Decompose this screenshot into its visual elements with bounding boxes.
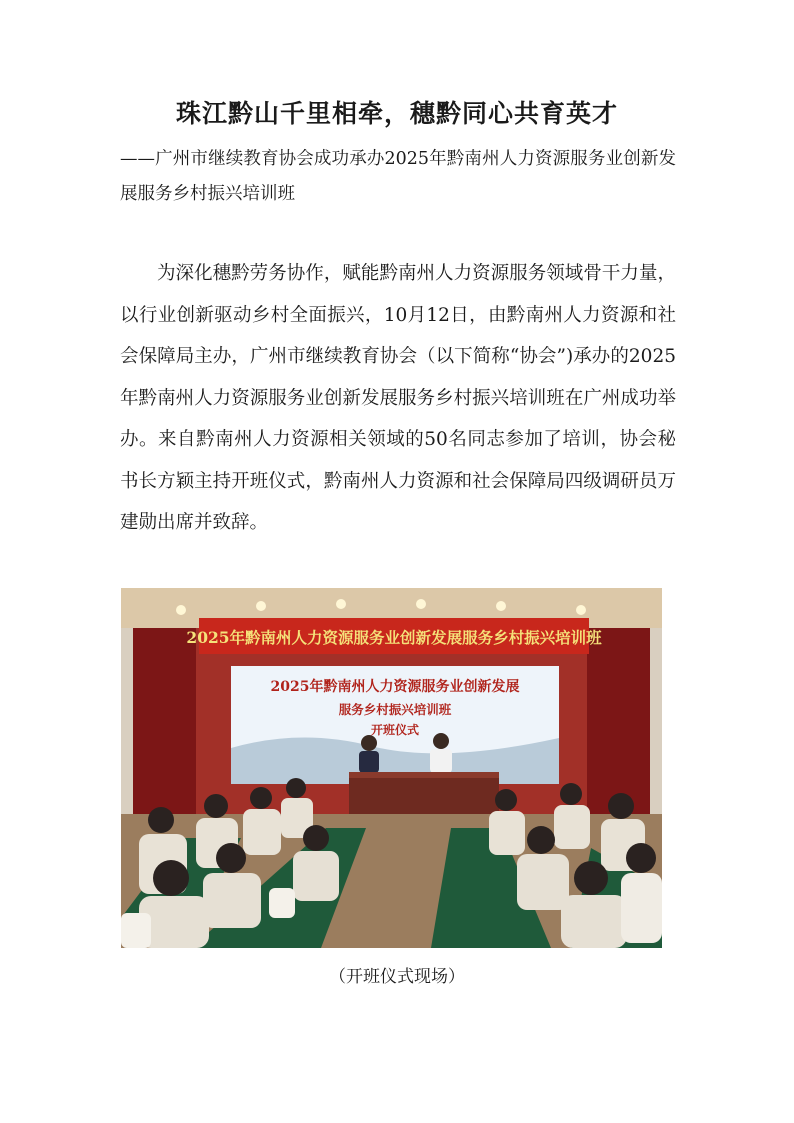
screen-line-3: 开班仪式 bbox=[370, 723, 420, 737]
body-paragraph: 为深化穗黔劳务协作，赋能黔南州人力资源服务领域骨干力量，以行业创新驱动乡村全面振兴，10月12日，由黔南州人力资源和社会保障局主办，广州市继续教育协会（以下简称“协会”)承办的2025年黔南州人力资源服务业创新发展服务乡村振兴培训班在广州成功举办。来自黔南州人力资源相关领域的50名同志参加了培训，协会秘书长方颖主持开班仪式，黔南州人力资源和社会保障局四级调研员万建勋出席并致辞。 bbox=[120, 263, 676, 533]
screen-line-1: 2025年黔南州人力资源服务业创新发展 bbox=[270, 679, 520, 695]
meeting-photo bbox=[121, 588, 662, 948]
article-title: 珠江黔山千里相牵，穗黔同心共育英才 bbox=[175, 99, 618, 128]
screen-line-2: 服务乡村振兴培训班 bbox=[338, 702, 452, 717]
podium-table bbox=[349, 772, 499, 814]
article-subtitle: ——广州市继续教育协会成功承办2025年黔南州人力资源服务业创新发展服务乡村振兴培训班 bbox=[120, 149, 676, 204]
photo-caption: （开班仪式现场） bbox=[329, 967, 465, 987]
banner-text: 2025年黔南州人力资源服务业创新发展服务乡村振兴培训班 bbox=[186, 628, 602, 647]
